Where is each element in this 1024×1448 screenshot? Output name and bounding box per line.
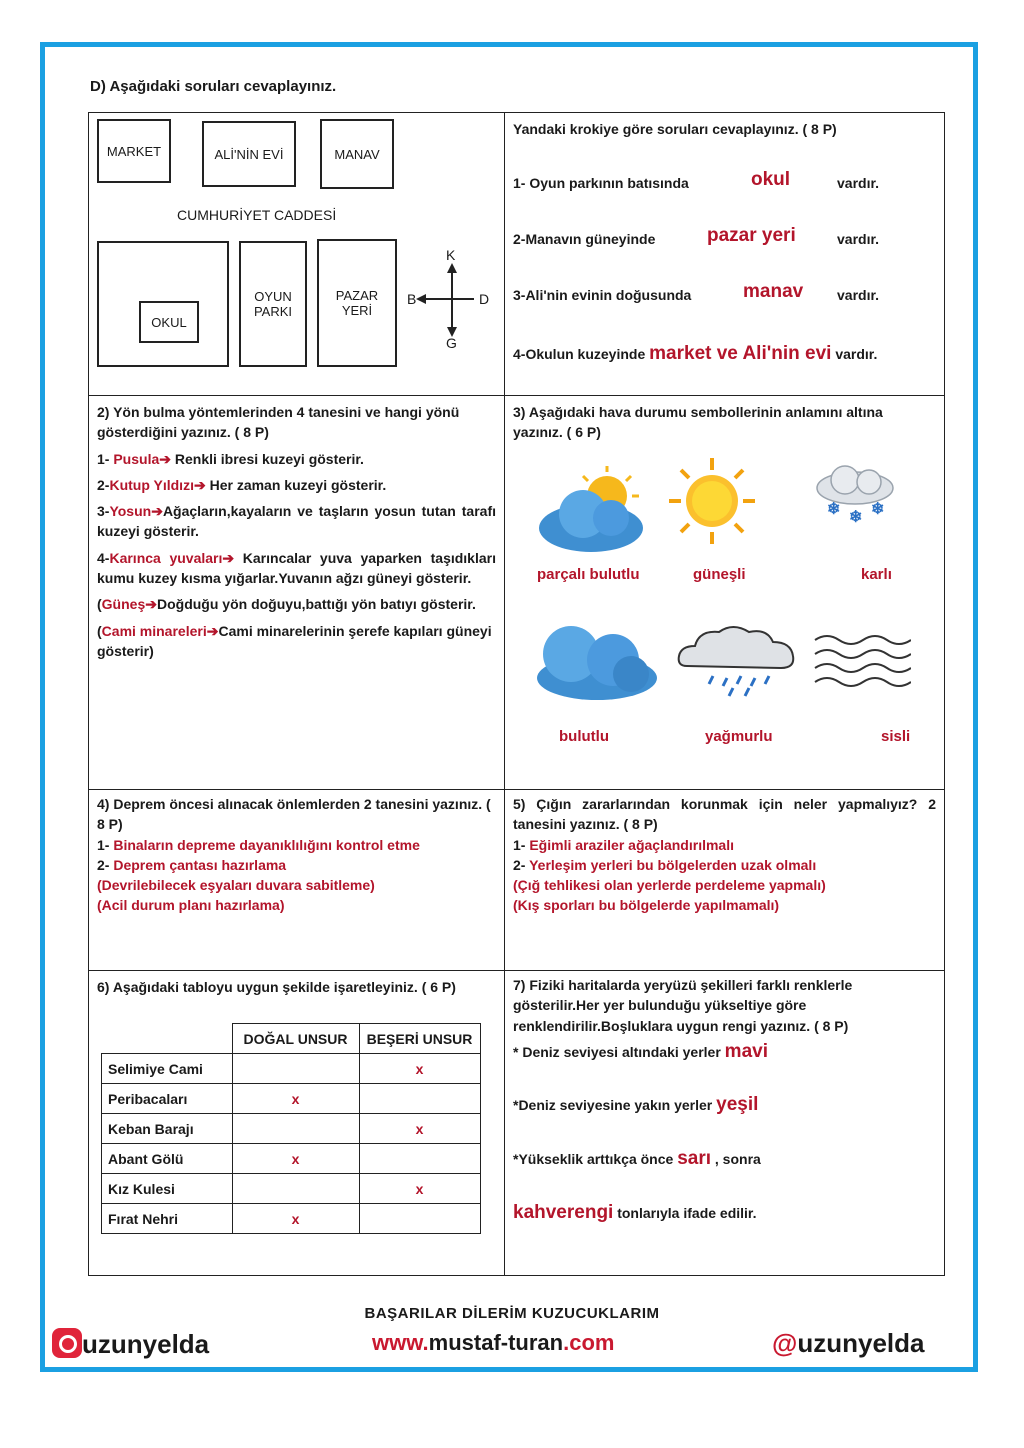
q7-line-4: kahverengi tonlarıyla ifade edilir. bbox=[513, 1201, 757, 1223]
cloud-icon bbox=[531, 610, 661, 706]
market-label: MARKET bbox=[106, 143, 162, 159]
svg-text:❄: ❄ bbox=[827, 501, 841, 518]
q1-item-3: 3-Ali'nin evinin doğusunda manav vardır. bbox=[513, 281, 880, 303]
pazar-yeri-box bbox=[317, 239, 397, 367]
oyun-parki-label-1: OYUN bbox=[254, 289, 292, 304]
q6-title: 6) Aşağıdaki tabloyu uygun şekilde işaretleyiniz. ( 6 P) bbox=[97, 979, 456, 995]
label-bulutlu: bulutlu bbox=[559, 728, 609, 745]
table-row: Abant Gölü x bbox=[102, 1144, 481, 1174]
market-box bbox=[97, 119, 171, 183]
arrow-icon: ➔ bbox=[222, 549, 235, 566]
partly-cloudy-icon bbox=[535, 462, 647, 558]
q4-title: 4) Deprem öncesi alınacak önlemlerden 2 tanesini yazınız. ( 8 P) bbox=[97, 796, 491, 833]
q2-item-1: 1- Pusula➔ Renkli ibresi kuzeyi gösterir. bbox=[97, 450, 364, 467]
q2-item-4: 4-Karınca yuvaları➔ Karıncalar yuva yaparken taşıdıkları kumu kuzey kısma yığarlar.Yuvanın ağzı güneyi gösterir. bbox=[97, 549, 496, 587]
oyun-parki-box bbox=[239, 241, 307, 367]
brand-left-text: uzunyelda bbox=[82, 1329, 210, 1359]
compass-north: K bbox=[446, 247, 456, 263]
svg-text:❄: ❄ bbox=[849, 509, 863, 526]
footer-message: BAŞARILAR DİLERİM KUZUCUKLARIM bbox=[364, 1305, 660, 1322]
table-row: Keban Barajı x bbox=[102, 1114, 481, 1144]
instagram-icon bbox=[52, 1328, 82, 1358]
q2-item-2: 2-Kutup Yıldızı➔ Her zaman kuzeyi gösterir. bbox=[97, 476, 387, 493]
arrow-icon: ➔ bbox=[145, 596, 157, 613]
q7-line-2: *Deniz seviyesine yakın yerler yeşil bbox=[513, 1094, 759, 1116]
compass-south: G bbox=[446, 335, 457, 351]
q2-cell bbox=[89, 396, 505, 790]
oyun-parki-label-2: PARKI bbox=[253, 304, 293, 319]
manav-box bbox=[320, 119, 394, 189]
q3-cell bbox=[505, 396, 945, 790]
q1-item-1: 1- Oyun parkının batısında okul vardır. bbox=[513, 169, 880, 191]
section-heading: D) Aşağıdaki soruları cevaplayınız. bbox=[90, 78, 337, 95]
q4-answer-1: 1- Binaların depreme dayanıklılığını kontrol etme bbox=[97, 836, 420, 853]
q1-item-2: 2-Manavın güneyinde pazar yeri vardır. bbox=[513, 225, 880, 247]
manav-label: MANAV bbox=[334, 146, 380, 162]
q7-title: 7) Fiziki haritalarda yeryüzü şekilleri farklı renklerle gösterilir.Her yer bulunduğu yükseltiye göre renklendirilir.Boşluklara uygun rengi yazınız. ( 8 P) bbox=[513, 977, 853, 1034]
table-row: Peribacaları x bbox=[102, 1084, 481, 1114]
worksheet-table bbox=[88, 112, 945, 1276]
q5-answer-2: 2- Yerleşim yerleri bu bölgelerden uzak olmalı bbox=[513, 856, 817, 873]
arrow-icon: ➔ bbox=[193, 476, 206, 493]
q7-cell bbox=[505, 971, 945, 1276]
arrow-icon: ➔ bbox=[206, 622, 219, 639]
q1-title: Yandaki krokiye göre soruları cevaplayınız. ( 8 P) bbox=[513, 121, 837, 137]
pazar-yeri-label-2: YERİ bbox=[341, 303, 373, 318]
okul-box bbox=[139, 301, 199, 343]
fog-icon bbox=[811, 630, 911, 690]
q1-cell bbox=[505, 113, 945, 396]
instagram-brand[interactable] bbox=[52, 1328, 209, 1360]
q6-cell bbox=[89, 971, 505, 1276]
col-beseri: BEŞERİ UNSUR bbox=[359, 1024, 480, 1054]
q7-line-1: * Deniz seviyesi altındaki yerler mavi bbox=[513, 1040, 768, 1062]
q5-title: 5) Çığın zararlarından korunmak için neler yapmalıyız? 2 tanesini yazınız. ( 8 P) bbox=[513, 796, 936, 833]
col-dogal: DOĞAL UNSUR bbox=[232, 1024, 359, 1054]
arrow-icon: ➔ bbox=[151, 503, 163, 520]
label-parcali-bulutlu: parçalı bulutlu bbox=[537, 566, 640, 583]
arrow-icon: ➔ bbox=[159, 450, 171, 467]
snow-icon bbox=[813, 462, 903, 526]
q4-answer-4: (Acil durum planı hazırlama) bbox=[97, 897, 285, 914]
q4-answer-3: (Devrilebilecek eşyaları duvara sabitleme) bbox=[97, 877, 375, 894]
q2-item-3: 3-Yosun➔Ağaçların,kayaların ve taşların yosun tutan tarafı kuzeyi gösterir. bbox=[97, 503, 496, 540]
q7-line-3: *Yükseklik arttıkça önce sarı , sonra bbox=[513, 1147, 761, 1169]
sun-icon bbox=[667, 456, 757, 546]
compass-east: D bbox=[479, 291, 490, 307]
brand-right-text: uzunyelda bbox=[797, 1328, 925, 1358]
table-row: Kız Kulesi x bbox=[102, 1174, 481, 1204]
website-link[interactable]: www.mustaf-turan.com bbox=[372, 1330, 615, 1355]
street-label: CUMHURİYET CADDESİ bbox=[177, 207, 337, 223]
okul-label: OKUL bbox=[151, 314, 187, 330]
q1-item-4: 4-Okulun kuzeyinde market ve Ali'nin evi vardır. bbox=[513, 343, 878, 364]
label-karli: karlı bbox=[861, 566, 892, 583]
q4-cell bbox=[89, 790, 505, 971]
rain-icon bbox=[673, 622, 801, 698]
compass-west: B bbox=[407, 291, 417, 307]
brand-right[interactable]: @uzunyelda bbox=[772, 1328, 925, 1358]
q5-cell bbox=[505, 790, 945, 971]
q2-title: 2) Yön bulma yöntemlerinden 4 tanesini ve hangi yönü gösterdiğini yazınız. ( 8 P) bbox=[97, 404, 460, 441]
ali-evi-label: ALİ'NİN EVİ bbox=[214, 146, 284, 162]
pazar-yeri-label-1: PAZAR bbox=[335, 288, 379, 303]
q2-item-5: (Güneş➔Doğduğu yön doğuyu,battığı yön batıyı gösterir. bbox=[97, 596, 476, 613]
q5-answer-3: (Çığ tehlikesi olan yerlerde perdeleme yapmalı) bbox=[513, 877, 826, 894]
q2-item-6: (Cami minareleri➔Cami minarelerinin şerefe kapıları güneyi gösterir) bbox=[97, 622, 492, 659]
q5-answer-4: (Kış sporları bu bölgelerde yapılmamalı) bbox=[513, 897, 780, 914]
q6-table bbox=[101, 1023, 481, 1234]
table-row: Fırat Nehri x bbox=[102, 1204, 481, 1234]
label-sisli: sisli bbox=[881, 728, 911, 745]
q4-answer-2: 2- Deprem çantası hazırlama bbox=[97, 856, 287, 873]
ali-evi-box bbox=[202, 121, 296, 187]
sketch-cell bbox=[89, 113, 505, 396]
q3-title: 3) Aşağıdaki hava durumu sembollerinin anlamını altına yazınız. ( 6 P) bbox=[513, 404, 883, 441]
table-row: Selimiye Cami x bbox=[102, 1054, 481, 1084]
compass-icon bbox=[414, 261, 474, 341]
svg-text:❄: ❄ bbox=[871, 501, 885, 518]
q5-answer-1: 1- Eğimli araziler ağaçlandırılmalı bbox=[513, 836, 734, 853]
label-yagmurlu: yağmurlu bbox=[705, 728, 773, 745]
label-guneşli: güneşli bbox=[693, 566, 746, 583]
